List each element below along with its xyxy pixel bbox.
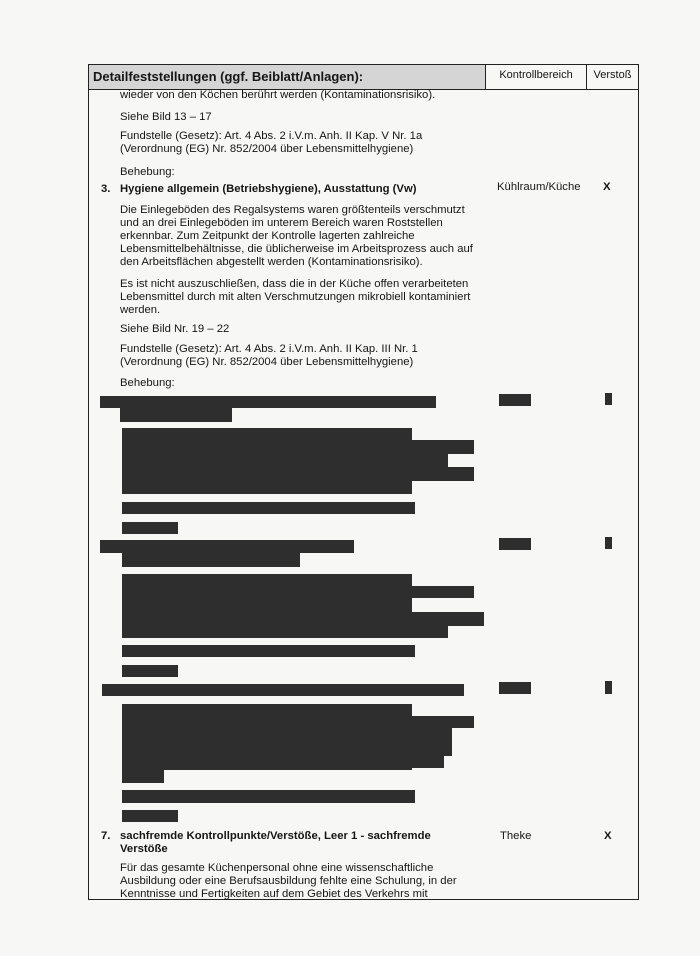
finding3-area: Kühlraum/Küche <box>497 181 581 193</box>
redaction-bar <box>122 645 415 657</box>
finding7-title-line-1: sachfremde Kontrollpunkte/Verstöße, Leer 1 - sachfremde <box>120 830 431 842</box>
finding3-p1-line: den Arbeitsflächen abgestellt werden (Kontaminationsrisiko). <box>120 256 423 268</box>
header-violation: Verstoß <box>593 69 632 81</box>
finding3-image-ref: Siehe Bild Nr. 19 – 22 <box>120 323 230 335</box>
redaction-bar <box>122 428 412 494</box>
finding3-law-line-2: (Verordnung (EG) Nr. 852/2004 über Lebensmittelhygiene) <box>120 356 414 368</box>
redaction-bar <box>122 626 448 638</box>
redaction-bar <box>410 756 444 768</box>
redaction-bar <box>122 502 415 514</box>
redaction-bar <box>410 586 474 598</box>
redaction-bar <box>410 440 474 454</box>
finding7-violation: X <box>604 830 612 842</box>
continuation-image-ref: Siehe Bild 13 – 17 <box>120 111 212 123</box>
table-header <box>89 65 638 90</box>
header-control-area: Kontrollbereich <box>486 65 587 89</box>
finding3-p1-line: Lebensmittelbehältnisse, die üblicherweise im Arbeitsprozess auch auf <box>120 243 473 255</box>
redaction-bar <box>122 612 484 626</box>
redaction-bar <box>122 810 178 822</box>
redaction-bar <box>410 467 474 481</box>
redaction-bar <box>605 537 612 549</box>
finding3-p1-line: erkennbar. Zum Zeitpunkt der Kontrolle lagerten zahlreiche <box>120 230 415 242</box>
redaction-bar <box>410 716 474 728</box>
finding3-remedy: Behebung: <box>120 377 175 389</box>
redaction-bar <box>499 538 531 550</box>
redaction-bar <box>605 393 612 405</box>
redaction-bar <box>120 408 232 422</box>
redaction-bar <box>122 522 178 534</box>
finding3-p1-line: und an drei Einlegeböden im unterem Bereich waren Roststellen <box>120 217 443 229</box>
redaction-bar <box>122 770 164 783</box>
redaction-bar <box>122 665 178 677</box>
continuation-law-line-1: Fundstelle (Gesetz): Art. 4 Abs. 2 i.V.m. Anh. II Kap. V Nr. 1a <box>120 130 423 142</box>
finding3-title: Hygiene allgemein (Betriebshygiene), Ausstattung (Vw) <box>120 183 417 195</box>
continuation-remedy: Behebung: <box>120 166 175 178</box>
finding3-violation: X <box>603 181 611 193</box>
finding7-p1-line: Für das gesamte Küchenpersonal ohne eine wissenschaftliche <box>120 862 434 874</box>
finding7-number: 7. <box>101 830 111 842</box>
redaction-bar <box>605 681 612 694</box>
redaction-bar <box>122 574 412 612</box>
redaction-bar <box>122 553 300 567</box>
finding3-law-line-1: Fundstelle (Gesetz): Art. 4 Abs. 2 i.V.m. Anh. II Kap. III Nr. 1 <box>120 343 418 355</box>
redaction-bar <box>499 682 531 694</box>
continuation-line: wieder von den Köchen berührt werden (Kontaminationsrisiko). <box>120 89 436 101</box>
finding3-p2-line: werden. <box>120 304 161 316</box>
finding7-p1-line: Ausbildung oder eine Berufsausbildung fehlte eine Schulung, in der <box>120 875 457 887</box>
finding3-p2-line: Lebensmittel durch mit alten Verschmutzungen mikrobiell kontaminiert <box>120 291 471 303</box>
redaction-bar <box>122 790 415 803</box>
finding3-p1-line: Die Einlegeböden des Regalsystems waren größtenteils verschmutzt <box>120 204 465 216</box>
redaction-bar <box>122 704 412 770</box>
redaction-bar <box>410 728 452 756</box>
finding7-area: Theke <box>500 830 532 842</box>
finding7-title-line-2: Verstöße <box>120 843 168 855</box>
finding3-p2-line: Es ist nicht auszuschließen, dass die in der Küche offen verarbeiteten <box>120 278 469 290</box>
finding7-p1-line: Kenntnisse und Fertigkeiten auf dem Gebiet des Verkehrs mit <box>120 888 428 900</box>
redaction-bar <box>100 540 354 553</box>
header-title: Detailfeststellungen (ggf. Beiblatt/Anlagen): <box>89 65 486 89</box>
continuation-law-line-2: (Verordnung (EG) Nr. 852/2004 über Lebensmittelhygiene) <box>120 143 414 155</box>
finding3-number: 3. <box>101 183 111 195</box>
redaction-bar <box>100 396 436 408</box>
redaction-bar <box>499 394 531 406</box>
redaction-bar <box>102 684 464 696</box>
redaction-bar <box>410 454 448 467</box>
